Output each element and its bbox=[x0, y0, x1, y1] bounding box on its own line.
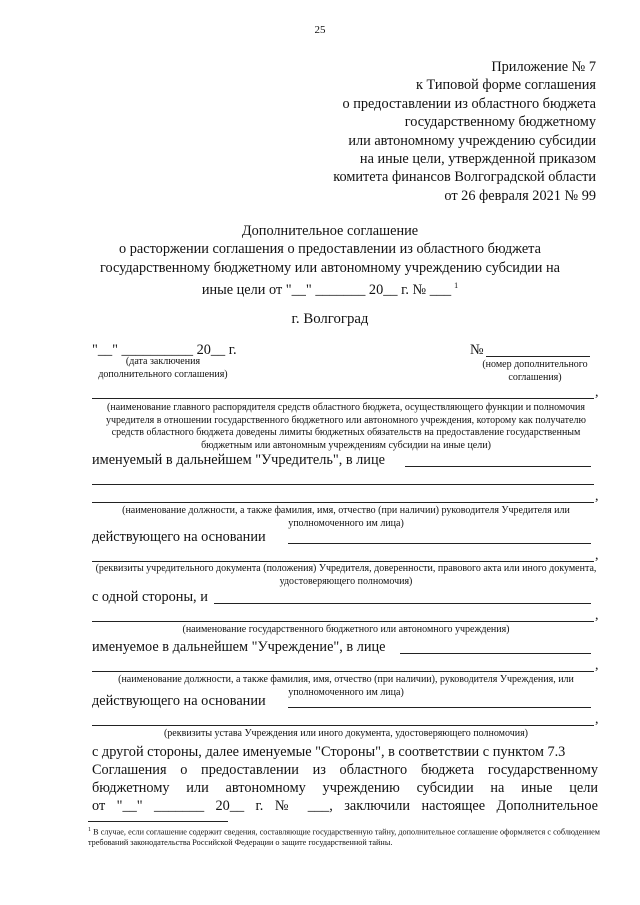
comma: , bbox=[595, 489, 599, 504]
one-side-label: с одной стороны, и bbox=[92, 589, 208, 605]
institution-docs-caption: (реквизиты устава Учреждения или иного документа, удостоверяющего полномочия) bbox=[163, 728, 529, 739]
agreement-number-field[interactable] bbox=[486, 356, 590, 357]
institution-head-caption: (наименование должности, а также фамилия, имя, отчество (при наличии), руководителя Учреждения, или уполномоченного им лица) bbox=[118, 674, 574, 698]
institution-acting-basis-label: действующего на основании bbox=[92, 693, 266, 709]
body-line: Соглашения о предоставлении из областного бюджета государственному bbox=[92, 762, 598, 779]
city-name: г. Волгоград bbox=[291, 311, 369, 327]
title-line: государственному бюджетному или автономному учреждению субсидии на bbox=[99, 259, 561, 276]
founder-head-caption: (наименование должности, а также фамилия, имя, отчество (при наличии) руководителя Учредителя или уполномоченного им лица) bbox=[122, 505, 570, 529]
institution-representative-field[interactable] bbox=[400, 653, 591, 654]
title-line bbox=[60, 277, 600, 299]
appendix-line: государственному бюджетному bbox=[404, 114, 596, 131]
body-line: с другой стороны, далее именуемые "Стороны", в соответствии с пунктом 7.3 bbox=[92, 744, 566, 760]
institution-name-field[interactable] bbox=[214, 603, 591, 604]
founder-named-label: именуемый в дальнейшем "Учредитель", в лице bbox=[92, 452, 385, 468]
founder-basis-field-2[interactable] bbox=[92, 561, 594, 562]
institution-basis-field-2[interactable] bbox=[92, 725, 594, 726]
agreement-date-field[interactable]: "__" __________ 20__ г. bbox=[92, 342, 237, 358]
appendix-line: Приложение № 7 bbox=[491, 59, 596, 75]
founder-docs-caption: (реквизиты учредительного документа (положения) Учредителя, доверенности, правового акта или иного документа, удостоверяющего полномочия) bbox=[95, 563, 597, 587]
document-title bbox=[60, 222, 600, 299]
appendix-line: к Типовой форме соглашения bbox=[415, 77, 596, 94]
appendix-line: или автономному учреждению субсидии bbox=[348, 132, 596, 149]
comma: , bbox=[595, 385, 599, 400]
founder-representative-field-2[interactable] bbox=[92, 484, 594, 485]
institution-representative-field-2[interactable] bbox=[92, 671, 594, 672]
footnote-divider bbox=[88, 821, 228, 822]
appendix-line: комитета финансов Волгоградской области bbox=[333, 169, 596, 186]
founder-basis-field[interactable] bbox=[288, 543, 591, 544]
body-line: бюджетному или автономному учреждению субсидии на иные цели bbox=[92, 780, 598, 797]
institution-name-caption: (наименование государственного бюджетного или автономного учреждения) bbox=[182, 624, 510, 635]
institution-named-label: именуемое в дальнейшем "Учреждение", в лице bbox=[92, 639, 386, 655]
appendix-line: на иные цели, утвержденной приказом bbox=[359, 151, 596, 168]
institution-basis-field[interactable] bbox=[288, 707, 591, 708]
appendix-header bbox=[333, 58, 596, 205]
footnote bbox=[88, 825, 600, 849]
agreement-date-caption: (дата заключения дополнительного соглашения) bbox=[98, 356, 228, 380]
appendix-line: о предоставлении из областного бюджета bbox=[342, 95, 596, 112]
founder-name-caption: (наименование главного распорядителя средств областного бюджета, осуществляющего функции и полномочия учредителя в отношении государственного бюджетного или автономного учреждения, которому как получателю средств областного бюджета доведены лимиты бюджетных обязательств на предоставление государственным бюджетным или автономным учреждениям субсидии на иные цели) bbox=[106, 402, 586, 451]
footnote-text: В случае, если соглашение содержит сведения, составляющие государственную тайну, дополнительное соглашение оформляется с соблюдением требований законодательства Российской Федерации о защите государственной тайны. bbox=[88, 827, 600, 848]
body-paragraph bbox=[92, 743, 598, 815]
founder-representative-field[interactable] bbox=[405, 466, 591, 467]
comma: , bbox=[595, 608, 599, 623]
appendix-line: от 26 февраля 2021 № 99 bbox=[444, 187, 596, 204]
footnote-reference: 1 bbox=[454, 281, 459, 291]
comma: , bbox=[595, 712, 599, 727]
founder-acting-basis-label: действующего на основании bbox=[92, 529, 266, 545]
comma: , bbox=[595, 548, 599, 563]
title-line: Дополнительное соглашение bbox=[241, 223, 419, 239]
comma: , bbox=[595, 658, 599, 673]
founder-representative-field-3[interactable] bbox=[92, 502, 594, 503]
title-line-text: иные цели от "__" _______ 20__ г. № ___ bbox=[201, 281, 452, 298]
page-number: 25 bbox=[314, 24, 326, 36]
institution-name-field-2[interactable] bbox=[92, 621, 594, 622]
founder-name-field[interactable] bbox=[92, 398, 594, 399]
title-line: о расторжении соглашения о предоставлении из областного бюджета bbox=[119, 241, 541, 258]
body-line: от "__" _______ 20__ г. № ___, заключили настоящее Дополнительное bbox=[92, 798, 598, 815]
agreement-number-caption: (номер дополнительного соглашения) bbox=[482, 359, 588, 383]
number-sign: № bbox=[470, 342, 484, 358]
footnote-mark: 1 bbox=[88, 827, 91, 833]
